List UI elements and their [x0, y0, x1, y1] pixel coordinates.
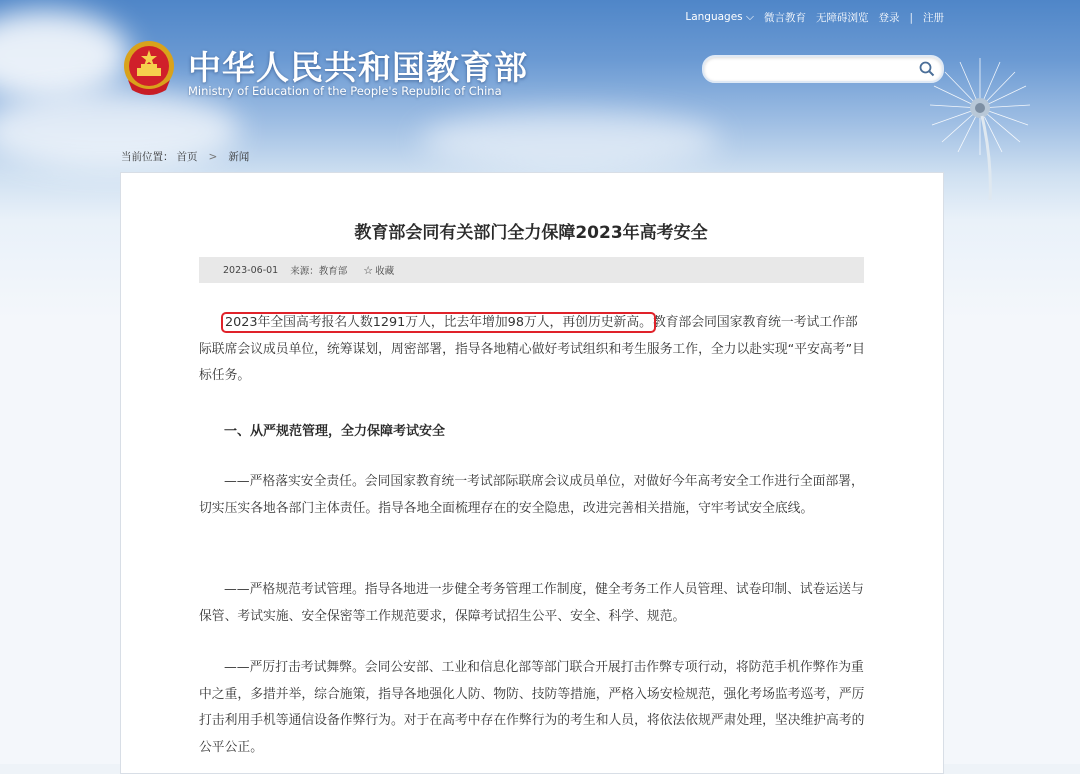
- lead-paragraph: [199, 310, 867, 390]
- breadcrumb-news[interactable]: 新闻: [228, 151, 250, 163]
- accessibility-link[interactable]: 无障碍浏览: [815, 12, 869, 24]
- article-date: 2023-06-01: [223, 264, 279, 276]
- article-meta-bar: [199, 257, 864, 283]
- national-emblem-logo[interactable]: [122, 40, 176, 98]
- highlighted-statistic: 2023年全国高考报名人数1291万人，比去年增加98万人，再创历史新高。: [225, 315, 652, 330]
- favorite-label: 收藏: [375, 266, 395, 277]
- paragraph-exam-management: ——严格规范考试管理。指导各地进一步健全考务管理工作制度，健全考务工作人员管理、试卷印制、试卷运送与保管、考试实施、安全保密等工作规范要求，保障考试招生公平、安全、科学、规范。: [199, 582, 864, 624]
- site-title-english: Ministry of Education of the People's Republic of China: [188, 84, 502, 98]
- nav-separator: |: [909, 11, 913, 24]
- weibo-link[interactable]: 微言教育: [763, 12, 806, 24]
- breadcrumb: [121, 149, 249, 164]
- star-icon: ☆: [363, 263, 374, 277]
- cloud-decoration: [420, 110, 720, 170]
- search-input[interactable]: [716, 60, 910, 80]
- languages-label: Languages: [685, 11, 743, 23]
- paragraph-anti-cheating: ——严厉打击考试舞弊。会同公安部、工业和信息化部等部门联合开展打击作弊专项行动，将防范手机作弊作为重中之重，多措并举，综合施策，指导各地强化人防、物防、技防等措施，严格入场安检规范，强化考场监考巡考，严厉打击利用手机等通信设备作弊行为。对于在高考中存在作弊行为的考生和人员，将依法依规严肃处理，坚决维护高考的公平公正。: [199, 660, 865, 755]
- search-box: [702, 55, 944, 83]
- top-nav: [685, 10, 944, 25]
- favorite-button[interactable]: [363, 263, 394, 277]
- languages-link[interactable]: [685, 11, 754, 24]
- section-heading: 一、从严规范管理，全力保障考试安全: [224, 424, 446, 439]
- lead-paragraph-text: 教育部会同国家教育统一考试工作部际联席会议成员单位，统筹谋划，周密部署，指导各地精心做好考试组织和考生服务工作，全力以赴实现“平安高考”目标任务。: [199, 315, 865, 383]
- article-title: 教育部会同有关部门全力保障2023年高考安全: [354, 223, 708, 243]
- breadcrumb-arrow: >: [208, 150, 218, 163]
- breadcrumb-home[interactable]: 首页: [176, 151, 198, 163]
- paragraph-safety-responsibility: ——严格落实安全责任。会同国家教育统一考试部际联席会议成员单位，对做好今年高考安全工作进行全面部署，切实压实各地各部门主体责任。指导各地全面梳理存在的安全隐患，改进完善相关措施，守牢考试安全底线。: [199, 474, 864, 516]
- chevron-down-icon: ⌵: [745, 11, 754, 23]
- article-source: 来源：教育部: [290, 266, 348, 277]
- register-link[interactable]: 注册: [923, 12, 944, 24]
- breadcrumb-prefix: 当前位置：: [121, 151, 174, 163]
- site-title[interactable]: 中华人民共和国教育部: [188, 48, 528, 87]
- login-link[interactable]: 登录: [878, 12, 900, 24]
